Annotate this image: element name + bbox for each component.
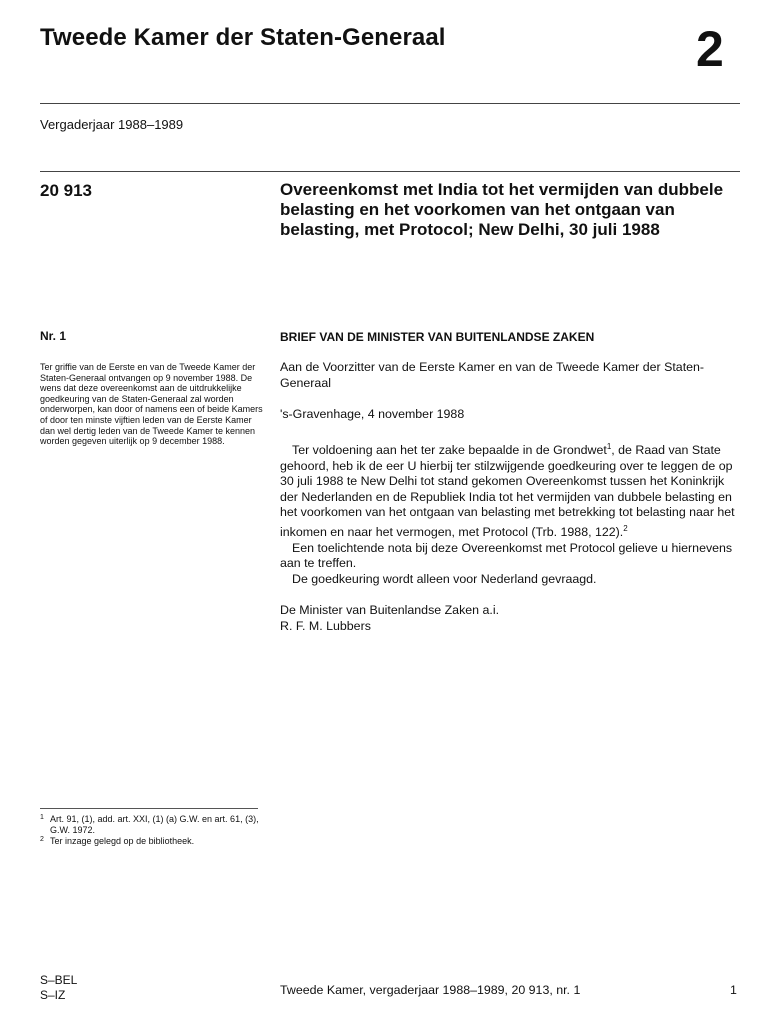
footnote-ref-1: 1 bbox=[606, 441, 612, 451]
distribution-code: S–IZ bbox=[40, 988, 66, 1002]
dossier-number: 20 913 bbox=[40, 181, 92, 200]
registration-note: Ter griffie van de Eerste en van de Tweede Kamer der Staten-Generaal ontvangen op 9 november 1988. De wens dat deze overeenkomst aan de uitdrukkelijke goedkeuring van de Staten-Generaal zal worden onderworpen, kan door of namens een of beide Kamers of door ten minste vijftien leden van de Eerste Kamer dan wel dertig leden van de Tweede Kamer te kennen worden gegeven uiterlijk op 9 december 1988. bbox=[40, 362, 263, 447]
document-number: Nr. 1 bbox=[40, 329, 67, 343]
signature-name: R. F. M. Lubbers bbox=[280, 618, 371, 633]
footnote-1 bbox=[40, 814, 260, 836]
letter-paragraph-3: De goedkeuring wordt alleen voor Nederland gevraagd. bbox=[292, 571, 597, 586]
footnote-ref-2: 2 bbox=[623, 523, 628, 533]
letter-addressee: Aan de Voorzitter van de Eerste Kamer en van de Tweede Kamer der Staten-Generaal bbox=[280, 360, 705, 390]
letter-place-date: 's-Gravenhage, 4 november 1988 bbox=[280, 407, 465, 422]
footnotes bbox=[40, 814, 260, 847]
footer-reference: Tweede Kamer, vergaderjaar 1988–1989, 20 913, nr. 1 bbox=[280, 983, 581, 997]
paragraph-1-start: Ter voldoening aan het ter zake bepaalde in de Grondwet bbox=[292, 442, 607, 457]
footnote-2-mark: 2 bbox=[40, 836, 44, 843]
session-year: Vergaderjaar 1988–1989 bbox=[40, 117, 184, 132]
footnote-1-text: Art. 91, (1), add. art. XXI, (1) (a) G.W. en art. 61, (3), G.W. 1972. bbox=[50, 814, 259, 835]
footnote-2-text: Ter inzage gelegd op de bibliotheek. bbox=[50, 836, 195, 846]
paragraph-1-rest: , de Raad van State gehoord, heb ik de eer U hierbij ter stilzwijgende goedkeuring over te leggen de op 30 juli 1988 te New Delhi tot stand gekomen Overeenkomst tussen het Koninkrijk der Nederlanden en de Republiek India tot het vermijden van dubbele belasting en het voorkomen van het ontgaan van belasting met betrekking tot belasting naar het inkomen en naar het vermogen, met Protocol (Trb. 1988, 122). bbox=[280, 442, 735, 539]
chamber-title: Tweede Kamer der Staten-Generaal bbox=[40, 24, 446, 51]
letter-heading: BRIEF VAN DE MINISTER VAN BUITENLANDSE ZAKEN bbox=[280, 330, 595, 344]
dossier-title: Overeenkomst met India tot het vermijden van dubbele belasting en het voorkomen van het ontgaan van belasting, met Protocol; New Delhi, 30 juli 1988 bbox=[280, 180, 724, 239]
letter-body bbox=[280, 360, 735, 635]
footnote-2 bbox=[40, 836, 260, 847]
letter-paragraph-2: Een toelichtende nota bij deze Overeenkomst met Protocol gelieve u hiernevens aan te treffen. bbox=[280, 540, 733, 571]
distribution-code: S–BEL bbox=[40, 973, 78, 987]
page-number: 1 bbox=[730, 983, 737, 997]
session-rule bbox=[40, 171, 740, 172]
signature-title: De Minister van Buitenlandse Zaken a.i. bbox=[280, 603, 500, 618]
header-rule bbox=[40, 103, 740, 104]
footnote-1-mark: 1 bbox=[40, 814, 44, 821]
distribution-codes bbox=[40, 973, 77, 1003]
footnote-rule bbox=[40, 808, 258, 809]
letter-paragraph-1 bbox=[280, 439, 735, 541]
chamber-number: 2 bbox=[696, 21, 724, 77]
